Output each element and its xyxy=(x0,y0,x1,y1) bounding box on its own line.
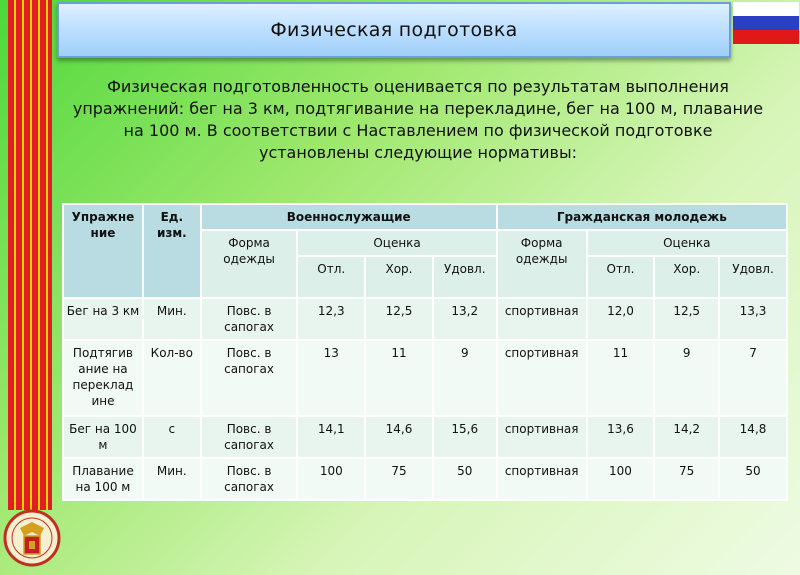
cell-exercise: Подтягив ание на переклад ине xyxy=(63,340,143,416)
cell-civ-satisfactory: 13,3 xyxy=(719,298,787,340)
cell-mil-good: 75 xyxy=(365,458,433,500)
cell-civ-good: 9 xyxy=(654,340,719,416)
intro-text: Физическая подготовленность оценивается по результатам выполнения упражнений: бег на 3 км, подтягивание на перекладине, бег на 100 м, плавание на 100 м. В соответствии с Наставлением по физической подготовке установлены следующие нормативы: xyxy=(72,77,764,162)
cell-mil-good: 12,5 xyxy=(365,298,433,340)
header-civil-satisfactory: Удовл. xyxy=(719,256,787,298)
cell-civ-good: 12,5 xyxy=(654,298,719,340)
standards-table xyxy=(62,203,788,501)
table-row xyxy=(63,416,787,458)
cell-mil-uniform: Повс. в сапогах xyxy=(201,458,298,500)
cell-unit: Мин. xyxy=(143,458,201,500)
cell-unit: Кол-во xyxy=(143,340,201,416)
cell-mil-uniform: Повс. в сапогах xyxy=(201,340,298,416)
cell-mil-uniform: Повс. в сапогах xyxy=(201,416,298,458)
cell-civ-uniform: спортивная xyxy=(497,458,587,500)
cell-civ-good: 75 xyxy=(654,458,719,500)
emblem-icon xyxy=(2,506,62,572)
cell-civ-good: 14,2 xyxy=(654,416,719,458)
header-civil-grade: Оценка xyxy=(587,230,787,256)
header-civil: Гражданская молодежь xyxy=(497,204,787,230)
header-military-excellent: Отл. xyxy=(297,256,365,298)
cell-mil-satisfactory: 9 xyxy=(433,340,497,416)
cell-civ-satisfactory: 50 xyxy=(719,458,787,500)
header-military-satisfactory: Удовл. xyxy=(433,256,497,298)
cell-civ-excellent: 11 xyxy=(587,340,655,416)
cell-civ-uniform: спортивная xyxy=(497,298,587,340)
russian-flag-icon xyxy=(733,2,799,44)
header-civil-uniform: Форма одежды xyxy=(497,230,587,298)
cell-exercise: Бег на 100 м xyxy=(63,416,143,458)
cell-mil-satisfactory: 15,6 xyxy=(433,416,497,458)
title-banner xyxy=(57,2,731,58)
header-military-uniform: Форма одежды xyxy=(201,230,298,298)
standards-table-wrapper xyxy=(62,203,788,501)
table-row xyxy=(63,458,787,500)
cell-mil-excellent: 13 xyxy=(297,340,365,416)
header-military-grade: Оценка xyxy=(297,230,496,256)
cell-mil-excellent: 100 xyxy=(297,458,365,500)
cell-mil-satisfactory: 50 xyxy=(433,458,497,500)
cell-civ-satisfactory: 14,8 xyxy=(719,416,787,458)
cell-civ-excellent: 100 xyxy=(587,458,655,500)
cell-civ-excellent: 12,0 xyxy=(587,298,655,340)
decorative-ribbon xyxy=(8,0,52,510)
header-unit: Ед. изм. xyxy=(143,204,201,298)
cell-civ-uniform: спортивная xyxy=(497,340,587,416)
header-military-good: Хор. xyxy=(365,256,433,298)
cell-civ-excellent: 13,6 xyxy=(587,416,655,458)
cell-exercise: Плавание на 100 м xyxy=(63,458,143,500)
cell-mil-excellent: 14,1 xyxy=(297,416,365,458)
cell-mil-uniform: Повс. в сапогах xyxy=(201,298,298,340)
cell-exercise: Бег на 3 км xyxy=(63,298,143,340)
page-title: Физическая подготовка xyxy=(270,19,518,41)
header-civil-excellent: Отл. xyxy=(587,256,655,298)
header-military: Военнослужащие xyxy=(201,204,497,230)
cell-mil-excellent: 12,3 xyxy=(297,298,365,340)
cell-unit: Мин. xyxy=(143,298,201,340)
cell-civ-satisfactory: 7 xyxy=(719,340,787,416)
cell-mil-good: 11 xyxy=(365,340,433,416)
table-row xyxy=(63,298,787,340)
cell-unit: с xyxy=(143,416,201,458)
cell-mil-good: 14,6 xyxy=(365,416,433,458)
cell-mil-satisfactory: 13,2 xyxy=(433,298,497,340)
table-row xyxy=(63,340,787,416)
header-civil-good: Хор. xyxy=(654,256,719,298)
cell-civ-uniform: спортивная xyxy=(497,416,587,458)
header-exercise: Упражне ние xyxy=(63,204,143,298)
